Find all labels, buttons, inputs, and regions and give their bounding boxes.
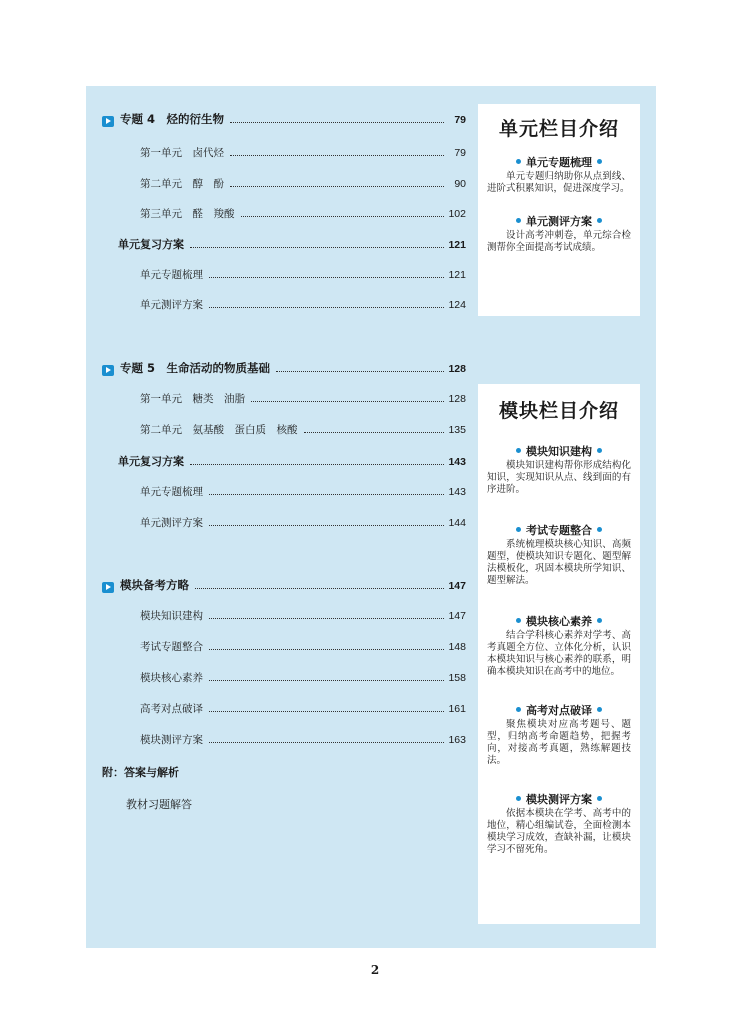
toc-page-number: 143 <box>448 486 466 498</box>
bullet-dot-icon <box>516 618 521 623</box>
play-arrow-icon <box>102 582 114 593</box>
leader-dots <box>230 122 444 123</box>
leader-dots <box>209 649 444 650</box>
toc-page-number: 79 <box>454 114 466 126</box>
toc-module-item[interactable] <box>140 732 466 747</box>
leader-dots <box>209 307 444 308</box>
toc-item-title: 高考对点破译 <box>140 703 203 715</box>
toc-item-title: 考试专题整合 <box>140 641 203 653</box>
bullet-dot-icon <box>597 218 602 223</box>
toc-page-number: 128 <box>448 393 466 405</box>
toc-topic-title: 专题 5 生命活动的物质基础 <box>120 361 271 375</box>
bullet-dot-icon <box>597 448 602 453</box>
bullet-dot-icon <box>516 796 521 801</box>
bullet-dot-icon <box>516 159 521 164</box>
unit-intro-card <box>478 104 640 316</box>
toc-review-item[interactable] <box>140 297 466 312</box>
toc-appendix[interactable]: 附：答案与解析 <box>102 766 179 779</box>
card-section-title: 高考对点破译 <box>487 702 631 718</box>
toc-review-title: 单元复习方案 <box>118 238 184 251</box>
toc-module-item[interactable] <box>140 701 466 716</box>
bullet-dot-icon <box>597 618 602 623</box>
bullet-dot-icon <box>516 527 521 532</box>
toc-unit-title: 第一单元 糖类 油脂 <box>140 393 245 405</box>
toc-page-number: 121 <box>448 239 466 251</box>
leader-dots <box>276 371 444 372</box>
bullet-dot-icon <box>597 527 602 532</box>
toc-review-item[interactable] <box>140 484 466 499</box>
toc-module-item[interactable] <box>140 608 466 623</box>
leader-dots <box>209 494 444 495</box>
toc-item-title: 单元专题梳理 <box>140 269 203 281</box>
card-section-title: 单元专题梳理 <box>487 154 631 170</box>
page-number: 2 <box>370 963 380 977</box>
leader-dots <box>209 525 444 526</box>
bullet-dot-icon <box>516 707 521 712</box>
leader-dots <box>195 588 444 589</box>
bullet-dot-icon <box>597 707 602 712</box>
toc-unit-2[interactable] <box>140 422 466 437</box>
card-section-title: 模块知识建构 <box>487 443 631 459</box>
leader-dots <box>304 432 445 433</box>
toc-topic-5[interactable] <box>102 360 466 376</box>
card-section-body: 聚焦模块对应高考题号、题型，归纳高考命题趋势，把握考向，对接高考真题，熟练解题技法。 <box>487 719 631 766</box>
toc-page-number: 124 <box>448 299 466 311</box>
toc-page-number: 79 <box>454 147 466 159</box>
toc-appendix-item[interactable]: 教材习题解答 <box>126 798 192 811</box>
card-section-body: 结合学科核心素养对学考、高考真题全方位、立体化分析，认识本模块知识与核心素养的联系，明确本模块知识在高考中的地位。 <box>487 630 631 677</box>
leader-dots <box>190 464 444 465</box>
toc-topic-4[interactable] <box>102 111 466 127</box>
toc-page-number: 147 <box>448 580 466 592</box>
toc-unit-title: 第一单元 卤代烃 <box>140 147 224 159</box>
card-section-body: 单元专题归纳助你从点到线、进阶式积累知识，促进深度学习。 <box>487 171 631 194</box>
toc-unit-title: 第二单元 醇 酚 <box>140 178 224 190</box>
toc-page-number: 161 <box>448 703 466 715</box>
toc-review-item[interactable] <box>140 515 466 530</box>
toc-topic-title: 专题 4 烃的衍生物 <box>120 112 225 126</box>
toc-review-4[interactable] <box>118 236 466 252</box>
play-arrow-icon <box>102 365 114 376</box>
leader-dots <box>230 186 444 187</box>
toc-item-title: 单元测评方案 <box>140 299 203 311</box>
card-title: 单元栏目介绍 <box>498 118 619 140</box>
leader-dots <box>230 155 444 156</box>
toc-page-number: 128 <box>448 363 466 375</box>
leader-dots <box>209 680 444 681</box>
card-section-title: 单元测评方案 <box>487 213 631 229</box>
toc-item-title: 模块测评方案 <box>140 734 203 746</box>
toc-item-title: 模块核心素养 <box>140 672 203 684</box>
toc-page-number: 143 <box>448 456 466 468</box>
card-section-body: 模块知识建构帮你形成结构化知识，实现知识从点、线到面的有序进阶。 <box>487 460 631 495</box>
toc-unit-2[interactable] <box>140 176 466 191</box>
leader-dots <box>209 277 444 278</box>
module-intro-card <box>478 384 640 924</box>
card-section-title: 考试专题整合 <box>487 522 631 538</box>
leader-dots <box>209 711 444 712</box>
toc-module-item[interactable] <box>140 670 466 685</box>
toc-unit-title: 第二单元 氨基酸 蛋白质 核酸 <box>140 424 298 436</box>
toc-page-number: 158 <box>448 672 466 684</box>
leader-dots <box>241 216 445 217</box>
toc-page-number: 148 <box>448 641 466 653</box>
play-arrow-icon <box>102 116 114 127</box>
leader-dots <box>209 618 444 619</box>
card-title: 模块栏目介绍 <box>498 400 619 422</box>
toc-page-number: 163 <box>448 734 466 746</box>
card-section-body: 系统梳理模块核心知识、高频题型，使模块知识专题化、题型解法模板化，巩固本模块所学知识、题型解法。 <box>487 539 631 586</box>
toc-item-title: 单元测评方案 <box>140 517 203 529</box>
toc-review-title: 单元复习方案 <box>118 455 184 468</box>
toc-page-number: 90 <box>454 178 466 190</box>
bullet-dot-icon <box>597 159 602 164</box>
toc-unit-1[interactable] <box>140 391 466 406</box>
toc-unit-3[interactable] <box>140 206 466 221</box>
bullet-dot-icon <box>597 796 602 801</box>
bullet-dot-icon <box>516 448 521 453</box>
toc-unit-1[interactable] <box>140 145 466 160</box>
toc-page-number: 102 <box>448 208 466 220</box>
toc-topic-title: 模块备考方略 <box>120 578 189 592</box>
leader-dots <box>209 742 444 743</box>
bullet-dot-icon <box>516 218 521 223</box>
toc-page-number: 144 <box>448 517 466 529</box>
toc-item-title: 模块知识建构 <box>140 610 203 622</box>
toc-page-number: 147 <box>448 610 466 622</box>
leader-dots <box>190 247 444 248</box>
leader-dots <box>251 401 444 402</box>
toc-module-item[interactable] <box>140 639 466 654</box>
toc-page-number: 121 <box>448 269 466 281</box>
toc-module[interactable] <box>102 577 466 593</box>
card-section-body: 依据本模块在学考、高考中的地位，精心组编试卷，全面检测本模块学习成效，查缺补漏，让模块学习不留死角。 <box>487 808 631 855</box>
toc-page-number: 135 <box>448 424 466 436</box>
toc-item-title: 单元专题梳理 <box>140 486 203 498</box>
toc-review-5[interactable] <box>118 453 466 469</box>
card-section-title: 模块测评方案 <box>487 791 631 807</box>
card-section-body: 设计高考冲刺卷，单元综合检测帮你全面提高考试成绩。 <box>487 230 631 253</box>
card-section-title: 模块核心素养 <box>487 613 631 629</box>
toc-unit-title: 第三单元 醛 羧酸 <box>140 208 235 220</box>
toc-review-item[interactable] <box>140 267 466 282</box>
